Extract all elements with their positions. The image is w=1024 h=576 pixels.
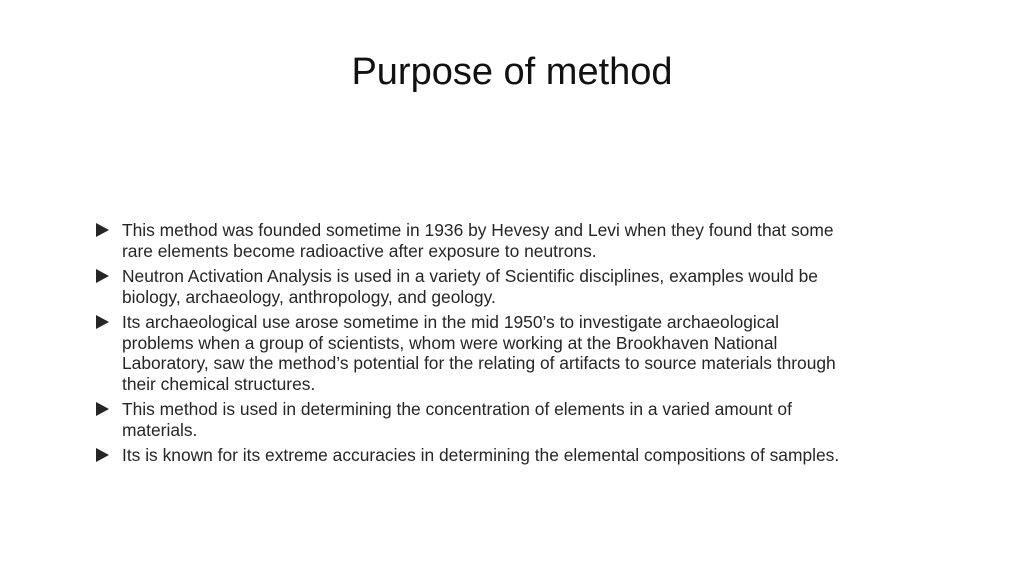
triangle-right-icon: [96, 223, 109, 237]
bullet-item: [94, 399, 854, 440]
slide-title: Purpose of method: [351, 51, 673, 93]
bullet-text: Its archaeological use arose sometime in the mid 1950’s to investigate archaeological problems when a group of scientists, whom were working at the Brookhaven National Laboratory, saw the method’s potential for the relating of artifacts to source materials through their chemical structures.: [122, 312, 836, 394]
bullet-text: This method was founded sometime in 1936 by Hevesy and Levi when they found that some rare elements become radioactive after exposure to neutrons.: [122, 220, 834, 261]
bullet-item: [94, 220, 854, 261]
bullet-item: [94, 266, 854, 307]
triangle-right-icon: [96, 402, 109, 416]
triangle-right-icon: [96, 269, 109, 283]
bullet-list: [94, 220, 854, 471]
bullet-text: Neutron Activation Analysis is used in a variety of Scientific disciplines, examples would be biology, archaeology, anthropology, and geology.: [122, 266, 818, 307]
bullet-item: [94, 312, 854, 394]
bullet-text: Its is known for its extreme accuracies in determining the elemental compositions of samples.: [122, 445, 840, 465]
triangle-right-icon: [96, 315, 109, 329]
bullet-item: [94, 445, 854, 466]
bullet-text: This method is used in determining the concentration of elements in a varied amount of materials.: [122, 399, 792, 440]
triangle-right-icon: [96, 448, 109, 462]
